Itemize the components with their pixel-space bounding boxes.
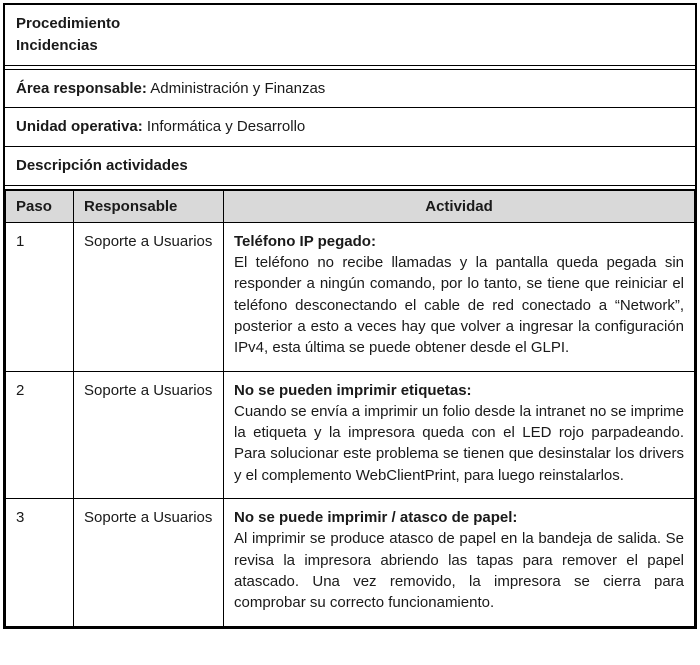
responsable-cell: Soporte a Usuarios	[74, 499, 224, 626]
table-row	[6, 222, 695, 371]
actividad-body: Cuando se envía a imprimir un folio desde la intranet no se imprime la etiqueta y la impresora queda con el LED rojo parpadeando. Para solucionar este problema se tienen que desinstalar los drivers y el complemento WebClientPrint, para luego reinstalarlos.	[234, 402, 684, 484]
actividad-title: Teléfono IP pegado:	[234, 232, 376, 250]
unidad-operativa-value: Informática y Desarrollo	[146, 118, 306, 136]
actividad-cell	[224, 222, 695, 371]
responsable-cell: Soporte a Usuarios	[74, 222, 224, 371]
paso-cell: 3	[6, 499, 74, 626]
actividad-title: No se puede imprimir / atasco de papel:	[234, 509, 518, 527]
table-row	[6, 371, 695, 498]
area-responsable-value: Administración y Finanzas	[150, 79, 326, 97]
column-header-actividad: Actividad	[224, 190, 695, 222]
document-title	[5, 5, 695, 66]
area-responsable-label: Área responsable:	[16, 79, 147, 97]
actividad-title: No se pueden imprimir etiquetas:	[234, 381, 472, 399]
actividad-body: El teléfono no recibe llamadas y la pantalla queda pegada sin responder a ningún comando, por lo tanto, se tiene que reiniciar el teléfono desconectando el cable de red conectado a “Network”, posterior a esto a veces hay que volver a ingresar la configuración IPv4, esta última se puede obtener desde el GLPI.	[234, 254, 684, 357]
actividad-cell	[224, 499, 695, 626]
procedure-document	[3, 3, 697, 629]
paso-cell: 2	[6, 371, 74, 498]
unidad-operativa-row	[5, 108, 695, 147]
activities-table	[5, 190, 695, 627]
area-responsable-row	[5, 70, 695, 109]
table-header-row	[6, 190, 695, 222]
actividad-body: Al imprimir se produce atasco de papel en la bandeja de salida. Se revisa la impresora abriendo las tapas para remover el papel atascado. Una vez removido, la impresora se cierra para comprobar su correcto funcionamiento.	[234, 530, 684, 612]
unidad-operativa-label: Unidad operativa:	[16, 118, 143, 136]
responsable-cell: Soporte a Usuarios	[74, 371, 224, 498]
actividad-cell	[224, 371, 695, 498]
document-title-line2: Incidencias	[16, 36, 98, 54]
table-row	[6, 499, 695, 626]
descripcion-actividades-heading: Descripción actividades	[5, 147, 695, 186]
document-title-line1: Procedimiento	[16, 15, 121, 32]
paso-cell: 1	[6, 222, 74, 371]
column-header-responsable: Responsable	[74, 190, 224, 222]
column-header-paso: Paso	[6, 190, 74, 222]
